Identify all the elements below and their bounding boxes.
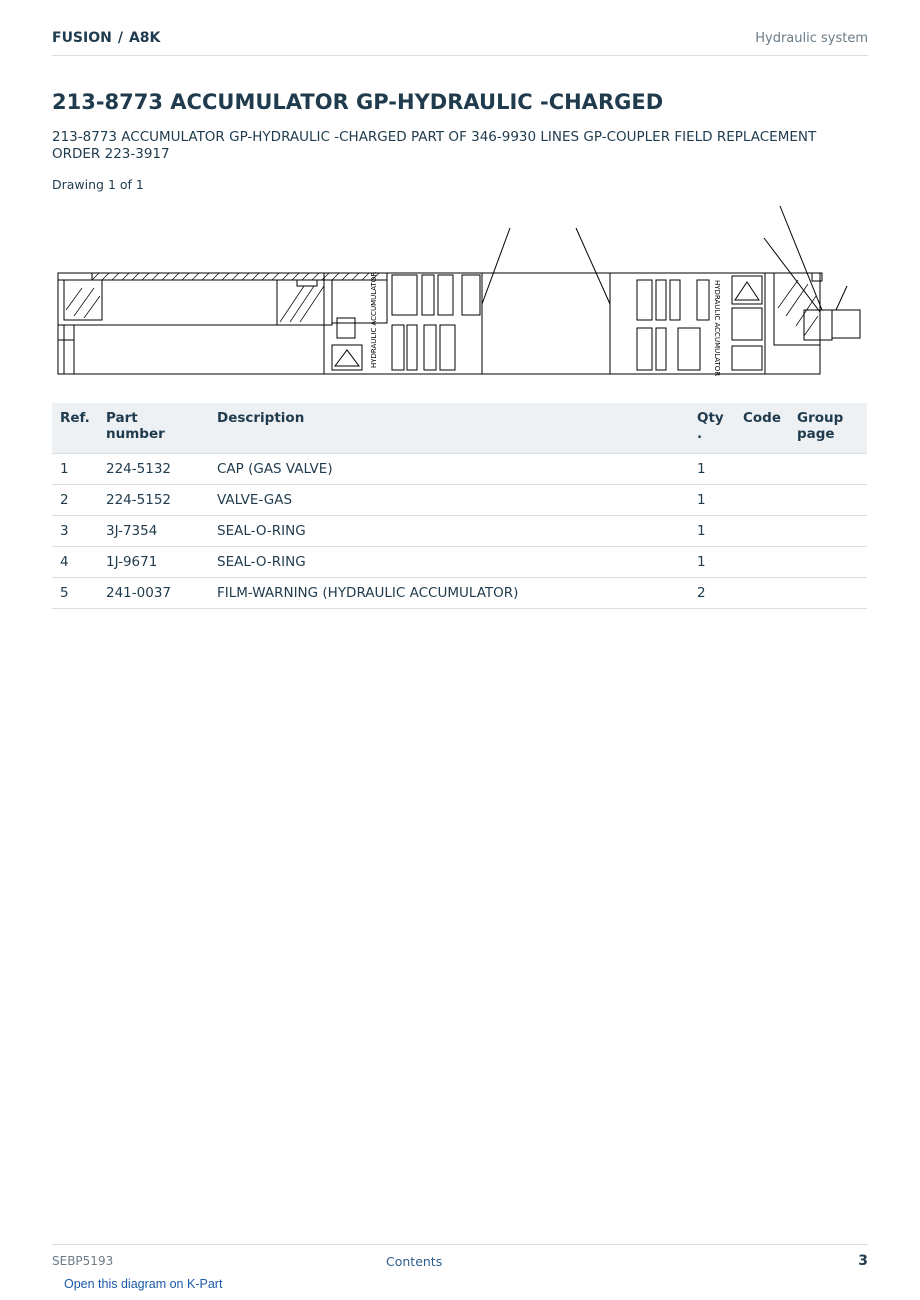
breadcrumb-separator: / xyxy=(117,30,123,46)
cell-part-number[interactable]: 241-0037 xyxy=(98,578,209,609)
breadcrumb-variant[interactable]: A8K xyxy=(128,30,161,46)
cell-code xyxy=(735,547,789,578)
table-row xyxy=(52,516,867,547)
cell-ref: 4 xyxy=(52,547,98,578)
col-header-qty: Qty . xyxy=(689,403,735,454)
diagram-label-left: HYDRAULIC ACCUMULATOR xyxy=(370,271,378,368)
cell-qty: 1 xyxy=(689,454,735,485)
cell-qty: 1 xyxy=(689,485,735,516)
cell-group-page xyxy=(789,547,867,578)
cell-qty: 2 xyxy=(689,578,735,609)
table-header-row xyxy=(52,403,867,454)
page-subtitle: 213-8773 ACCUMULATOR GP-HYDRAULIC -CHARGED PART OF 346-9930 LINES GP-COUPLER FIELD REPLACEMENT ORDER 223-3917 xyxy=(52,129,817,162)
col-header-ref: Ref. xyxy=(52,403,98,454)
diagram-label-right: HYDRAULIC ACCUMULATOR xyxy=(713,280,721,377)
page-header xyxy=(52,28,868,56)
cell-part-number[interactable]: 1J-9671 xyxy=(98,547,209,578)
accumulator-diagram xyxy=(52,200,867,380)
document-id: SEBP5193 xyxy=(52,1254,114,1268)
col-header-description: Description xyxy=(209,403,689,454)
cell-code xyxy=(735,516,789,547)
table-row xyxy=(52,547,867,578)
table-row xyxy=(52,485,867,516)
cell-ref: 5 xyxy=(52,578,98,609)
cell-description: FILM-WARNING (HYDRAULIC ACCUMULATOR) xyxy=(209,578,689,609)
table-row xyxy=(52,578,867,609)
col-header-group-page: Group page xyxy=(789,403,867,454)
drawing-counter: Drawing 1 of 1 xyxy=(52,177,144,192)
contents-link[interactable]: Contents xyxy=(386,1254,443,1269)
breadcrumb xyxy=(52,30,160,46)
cell-group-page xyxy=(789,516,867,547)
page-number: 3 xyxy=(858,1253,868,1269)
cell-ref: 3 xyxy=(52,516,98,547)
cell-description: SEAL-O-RING xyxy=(209,516,689,547)
cell-group-page xyxy=(789,578,867,609)
col-header-code: Code xyxy=(735,403,789,454)
cell-description: VALVE-GAS xyxy=(209,485,689,516)
table-row xyxy=(52,454,867,485)
page-footer xyxy=(52,1244,868,1295)
cell-group-page xyxy=(789,485,867,516)
cell-part-number[interactable]: 3J-7354 xyxy=(98,516,209,547)
cell-qty: 1 xyxy=(689,547,735,578)
cell-code xyxy=(735,454,789,485)
cell-description: CAP (GAS VALVE) xyxy=(209,454,689,485)
cell-part-number[interactable]: 224-5132 xyxy=(98,454,209,485)
cell-part-number[interactable]: 224-5152 xyxy=(98,485,209,516)
parts-table xyxy=(52,403,867,609)
section-name: Hydraulic system xyxy=(755,31,868,46)
cell-description: SEAL-O-RING xyxy=(209,547,689,578)
cell-ref: 2 xyxy=(52,485,98,516)
col-header-part-number: Part number xyxy=(98,403,209,454)
cell-group-page xyxy=(789,454,867,485)
page-title: 213-8773 ACCUMULATOR GP-HYDRAULIC -CHARGED xyxy=(52,90,664,114)
cell-code xyxy=(735,578,789,609)
breadcrumb-model[interactable]: FUSION xyxy=(52,30,112,46)
cell-qty: 1 xyxy=(689,516,735,547)
cell-code xyxy=(735,485,789,516)
open-diagram-link[interactable]: Open this diagram on K-Part xyxy=(64,1277,223,1291)
cell-ref: 1 xyxy=(52,454,98,485)
